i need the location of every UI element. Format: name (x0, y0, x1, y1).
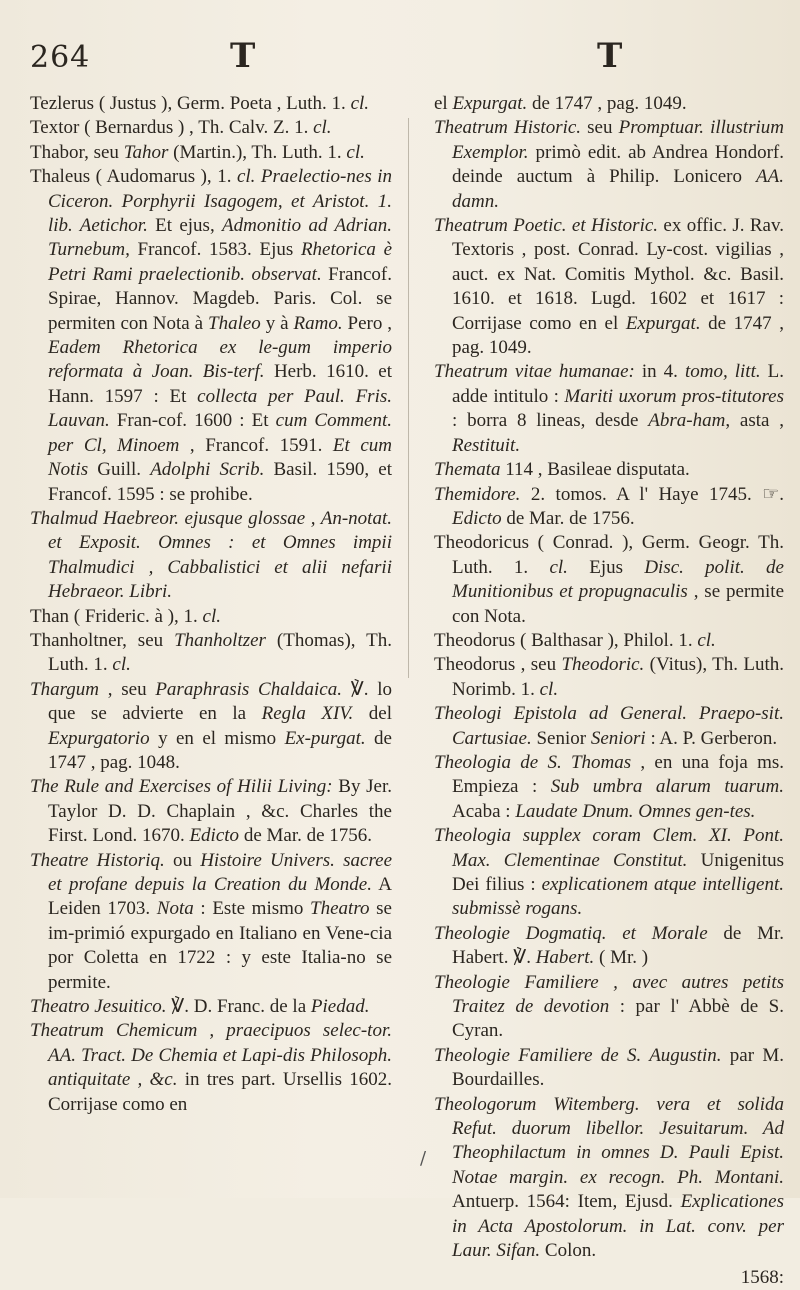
entry-text: The Rule and Exercises of Hilii Living: (30, 776, 333, 798)
entry-text: Abra-ham (648, 410, 726, 432)
entry-text: cl. (202, 605, 221, 627)
entry-text: (Thomas), Th. Luth. 1. (48, 629, 392, 676)
index-entry (434, 653, 784, 702)
entry-text: Theologie Familiere de S. Augustin. (434, 1044, 722, 1066)
index-entry (434, 1093, 784, 1264)
entry-text: ℣. lo que se advierte en la (48, 678, 393, 725)
entry-text: de 1747 , pag. 1049. (527, 93, 687, 114)
entry-text: (Martin.), Th. Luth. 1. (168, 141, 347, 163)
entry-text: Theatrum Poetic. et Historic. (434, 215, 659, 237)
index-entry (30, 507, 392, 605)
right-entries (434, 92, 784, 1264)
entry-text: Theatro (310, 898, 370, 920)
entry-text: del (353, 703, 392, 725)
entry-text: Histoire Univers. sacree et profane depuis la Creation du Monde. (48, 849, 392, 895)
index-entry (434, 971, 784, 1044)
entry-text: Theologia de S. Thomas (434, 751, 632, 773)
entry-text: Senior (531, 727, 591, 749)
entry-text: Admonitio ad Adrian. Turnebum, (48, 215, 392, 261)
right-column (434, 92, 784, 1290)
index-entry (434, 629, 784, 653)
entry-text: Themidore. (434, 483, 521, 505)
entry-text: Thalmud Haebreor. ejusque glossae , An-notat. et Exposit. Omnes : et Omnes impii Thalmudici , Cabbalistici et alii nefarii Hebraeor. Libri. (30, 507, 392, 603)
entry-text: Theologie Dogmatiq. et Morale (434, 922, 708, 944)
entry-text: Theodoricus ( Conrad. ), Germ. Geogr. Th. Luth. 1. (434, 532, 784, 578)
entry-text: Colon. (540, 1240, 597, 1262)
entry-text: Acaba : (452, 800, 516, 822)
entry-text: Ramo. (293, 312, 343, 334)
index-entry (30, 678, 392, 776)
index-entry (30, 165, 392, 507)
entry-text: : Este mismo (193, 898, 311, 920)
entry-text: Thanholtner, seu (30, 629, 175, 651)
index-entry (30, 92, 392, 116)
entry-text: cl. (350, 93, 370, 114)
entry-text: tomo, litt. (684, 361, 761, 383)
entry-text: Et ejus, (147, 215, 223, 237)
entry-text: primò edit. ab Andrea Hondorf. deinde auctum à Philip. Lonicero (452, 141, 784, 188)
index-entry (30, 1019, 392, 1117)
entry-text: : A. P. Gerberon. (645, 727, 778, 749)
entry-text: y à (260, 312, 294, 334)
entry-text: Theodoric. (561, 654, 645, 676)
entry-text: Promptuar. illustrium Exemplor. (452, 117, 784, 163)
entry-text: 114 , Basileae disputata. (500, 459, 690, 481)
left-column (30, 92, 392, 1117)
entry-text: Pero , (342, 312, 392, 334)
index-entry (434, 531, 784, 629)
entry-text: , en una foja ms. Empieza : (452, 751, 784, 798)
index-entry (434, 922, 784, 971)
entry-text: 2. tomos. A l' Haye 1745. ☞. (520, 483, 784, 505)
entry-text: Theologie Familiere , avec autres petits Traitez de devotion (434, 971, 784, 1018)
entry-text: de Mr. Habert. ℣. (452, 922, 784, 969)
catchword: 1568: (740, 1266, 784, 1288)
column-divider (408, 118, 409, 678)
entry-text: Textor ( Bernardus ) , Th. Calv. Z. 1. (30, 117, 314, 139)
index-entry (30, 629, 392, 678)
entry-text: Theatrum Chemicum , praecipuos selec-tor. AA. Tract. De Chemia et Lapi-dis Philosoph. antiquitate , &c. (30, 1020, 392, 1091)
entry-text: Adolphi Scrib. (150, 459, 265, 481)
entry-text: seu (581, 117, 619, 139)
section-letter-left: T (230, 36, 256, 76)
entry-text: Expurgat. (625, 312, 701, 334)
entry-text: , asta , (725, 410, 784, 432)
entry-text: Herb. 1610. et Hann. 1597 : Et (48, 361, 392, 407)
entry-text: cl. Praelectio-nes in Ciceron. Porphyrii Isagogem, et Aristot. 1. lib. Aetichor. (48, 166, 393, 237)
index-entry (434, 702, 784, 751)
page-header (30, 36, 770, 100)
index-entry (434, 824, 784, 922)
entry-text: Thanholtzer (174, 629, 266, 651)
entry-text: Habert. (535, 947, 595, 969)
entry-text: : borra 8 lineas, desde (452, 410, 649, 432)
entry-text: Theatrum vitae humanae: (434, 361, 635, 383)
index-entry (30, 116, 392, 140)
entry-text: in tres part. Ursellis 1602. Corrijase como en (48, 1069, 392, 1115)
entry-text: cum Comment. per Cl, Minoem (48, 410, 393, 456)
entry-text: Guill. (88, 459, 151, 481)
entry-text: explicationem atque intelligent. submissè rogans. (452, 874, 784, 920)
entry-text: Disc. polit. de Munitionibus et propugnaculis (452, 556, 784, 603)
entry-text: , Francof. 1591. (179, 434, 333, 456)
entry-text: Piedad. (310, 996, 370, 1018)
entry-text: Theologi Epistola ad General. Praepo-sit. Cartusiae. (434, 703, 784, 749)
index-entry (434, 751, 784, 824)
entry-text: ou (164, 849, 201, 871)
entry-text: (Vitus), Th. Luth. Norimb. 1. (452, 654, 784, 700)
entry-text: Theologia supplex coram Clem. XI. Pont. Max. Clementinae Constitut. (434, 825, 784, 871)
index-entry (30, 775, 392, 848)
entry-text: cl. (313, 117, 332, 139)
entry-text: par M. Bourdailles. (452, 1044, 784, 1091)
entry-text: , se permite con Nota. (452, 581, 785, 627)
entry-text: ( Mr. ) (594, 947, 649, 969)
entry-text: Et cum Notis (48, 434, 393, 481)
entry-text: collecta per Paul. Fris. Lauvan. (48, 385, 392, 432)
entry-text: Unigenitus Dei filius : (452, 849, 784, 895)
entry-text: ℣. D. Franc. de la (166, 996, 311, 1018)
index-entry (434, 92, 784, 116)
entry-text: Francof. 1583. Ejus (129, 239, 301, 261)
entry-text: Explicationes in Acta Apostolorum. in Lat. conv. per Laur. Sifan. (452, 1191, 784, 1262)
entry-text: de Mar. de 1756. (239, 825, 373, 847)
entry-text: , seu (98, 678, 156, 700)
index-entry (434, 483, 784, 532)
entry-text: By Jer. Taylor D. D. Chaplain , &c. Charles the First. Lond. 1670. (48, 776, 392, 847)
entry-text: de 1747 , pag. 1048. (48, 727, 392, 773)
section-letter-right: T (597, 36, 623, 76)
entry-text: cl. (346, 141, 365, 163)
entry-text: Ex-purgat. (284, 727, 366, 749)
entry-text: cl. (539, 678, 559, 700)
entry-text: Tezlerus ( Justus ), Germ. Poeta , Luth. 1. (30, 93, 351, 114)
entry-text: A Leiden 1703. (48, 874, 392, 920)
entry-text: Laudate Dnum. Omnes gen-tes. (515, 800, 756, 822)
entry-text: y en el mismo (149, 727, 285, 749)
entry-text: Edicto (189, 825, 240, 847)
entry-text: Fran-cof. 1600 : Et (109, 410, 276, 432)
entry-text: Tahor (123, 141, 169, 163)
entry-text: Basil. 1590, et Francof. 1595 : se prohibe. (48, 459, 392, 505)
index-entry (30, 141, 392, 165)
entry-text: Rhetorica è Petri Rami praelectionib. observat. (48, 239, 392, 285)
entry-text: cl. (697, 629, 716, 651)
entry-text: Theodorus , seu (434, 654, 562, 676)
entry-text: Eadem Rhetorica ex le-gum imperio reformata à Joan. Bis-terf. (48, 337, 392, 383)
footer-mark: / (420, 1148, 427, 1169)
entry-text: Sub umbra alarum tuarum. (550, 776, 784, 798)
entry-text: Theatre Historiq. (30, 849, 165, 871)
entry-text: Thaleo (208, 312, 261, 334)
entry-text: Regla XIV. (261, 703, 354, 725)
index-entry (30, 605, 392, 629)
entry-text: Seniori (590, 727, 646, 749)
entry-text: L. adde intitulo : (452, 361, 784, 407)
entry-text: Theologorum Witemberg. vera et solida Refut. duorum libellor. Jesuitarum. Ad Theophilactum in omnes D. Pauli Epist. Notae margin. ex recogn. Ph. Montani. (434, 1093, 784, 1188)
index-entry (434, 214, 784, 360)
entry-text: de Mar. de 1756. (501, 507, 635, 529)
index-entry (434, 116, 784, 214)
entry-text: Edicto (452, 507, 502, 529)
entry-text: Thaleus ( Audomarus ), 1. (30, 166, 237, 188)
entry-text: se im-primió expurgado en Italiano en Vene-cia por Coletta en 1722 : y este Italia-no se permite. (48, 898, 392, 993)
entry-text: cl. (112, 654, 131, 676)
entry-text: ex offic. J. Rav. Textoris , post. Conrad. Ly-cost. vigilias , auct. ex Nat. Comitis Mythol. &c. Basil. 1610. et 1618. Lugd. 1602 et 1617 : Corrijase como en el (452, 215, 784, 334)
entry-text: Restituit. (452, 434, 521, 456)
entry-text: Ejus (567, 556, 645, 578)
page-number: 264 (30, 40, 91, 75)
entry-text: Nota (156, 898, 194, 920)
index-entry (30, 995, 392, 1019)
entry-text: Thabor, seu (30, 141, 124, 163)
index-entry (30, 849, 392, 995)
entry-text: Francof. Spirae, Hannov. Magdeb. Paris. Col. se permiten con Nota à (48, 263, 392, 334)
entry-text: AA. damn. (452, 166, 784, 212)
entry-text: Expurgat. (452, 93, 528, 114)
entry-text: Expurgatorio (48, 727, 150, 749)
entry-text: cl. (549, 556, 568, 578)
entry-text: Mariti uxorum pros-titutores (564, 385, 784, 407)
entry-text: Theatro Jesuitico. (30, 996, 167, 1018)
entry-text: in 4. (634, 361, 685, 383)
index-entry (434, 1044, 784, 1093)
index-entry (434, 360, 784, 458)
entry-text: de 1747 , pag. 1049. (452, 312, 784, 359)
entry-text: Theatrum Historic. (434, 117, 582, 139)
entry-text: Themata (434, 459, 501, 481)
index-entry (434, 458, 784, 482)
entry-text: Than ( Frideric. à ), 1. (30, 605, 203, 627)
entry-text: Paraphrasis Chaldaica. (155, 678, 342, 700)
entry-text: : par l' Abbè de S. Cyran. (452, 996, 784, 1042)
entry-text: el (434, 93, 453, 114)
entry-text: Theodorus ( Balthasar ), Philol. 1. (434, 629, 698, 651)
entry-text: Antuerp. 1564: Item, Ejusd. (452, 1191, 681, 1213)
entry-text: Thargum (30, 678, 99, 700)
